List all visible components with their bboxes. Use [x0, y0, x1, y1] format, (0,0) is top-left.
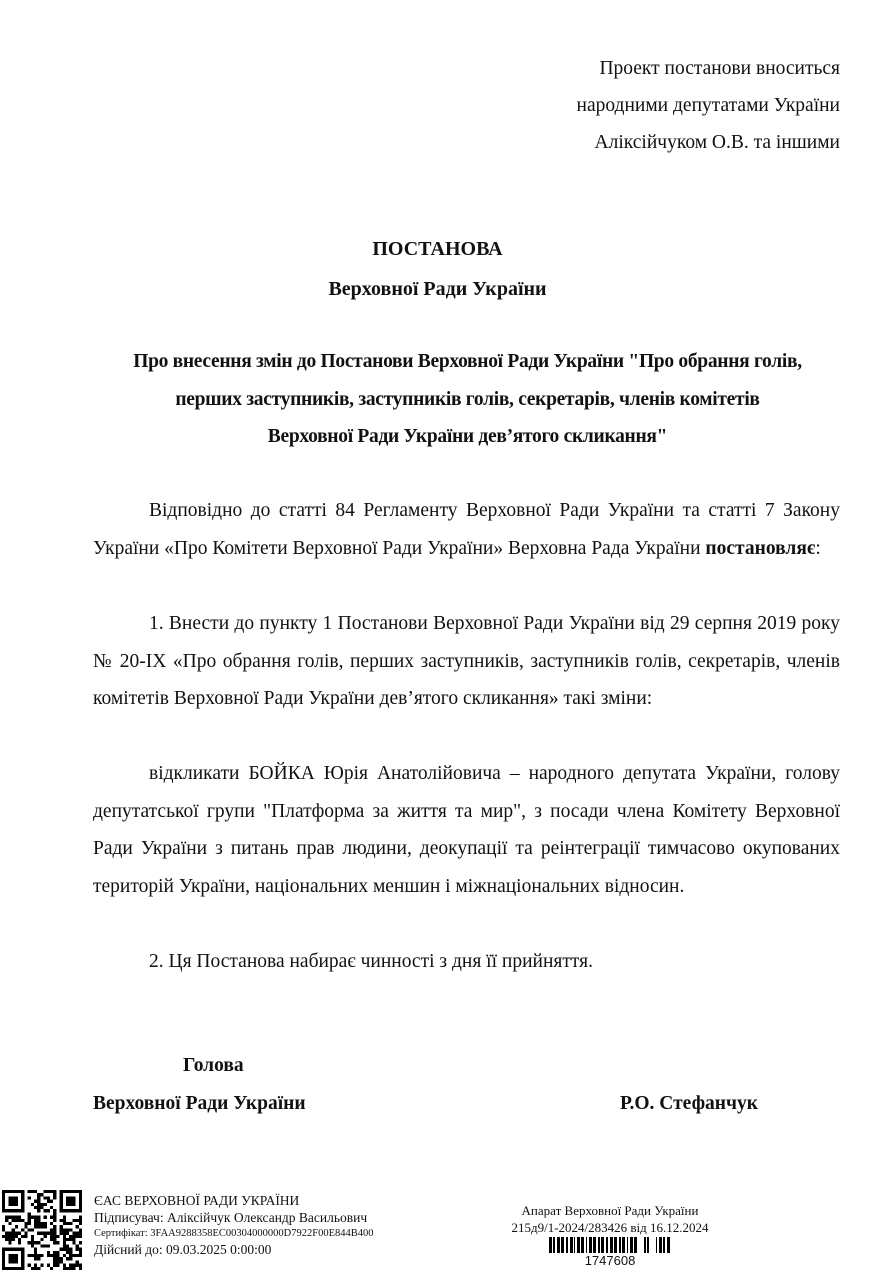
preamble-text: Відповідно до статті 84 Регламенту Верховної Ради України та статті 7 Закону України «Про Комітети Верховної Ради України» Верховна Рада України [93, 500, 840, 559]
submission-note-line-3: Аліксійчуком О.В. та іншими [594, 132, 840, 153]
barcode-bar [614, 1237, 617, 1253]
barcode-bar [553, 1237, 555, 1253]
resolves-colon: : [815, 537, 821, 559]
eas-valid-until: Дійсний до: 09.03.2025 0:00:00 [94, 1242, 272, 1257]
document-subtitle: Верховної Ради України [328, 278, 547, 300]
item-1-change-text: відкликати БОЙКА Юрія Анатолійовича – народного депутата України, голову депутатської групи "Платформа за життя та мир", з посади члена Комітету Верховної Ради України з питань прав людини, деокупації та реінтеграції тимчасово окупованих територій України, національних меншин і міжнаціональних відносин. [93, 763, 840, 897]
item-2-text: 2. Ця Постанова набирає чинності з дня її прийняття. [149, 951, 593, 972]
barcode-bar [574, 1237, 575, 1253]
registration-office: Апарат Верховної Ради України [521, 1203, 699, 1218]
barcode-bar [577, 1237, 580, 1253]
registration-number: 215д9/1-2024/283426 від 16.12.2024 [511, 1220, 709, 1235]
barcode-bar [586, 1237, 587, 1253]
subject-line-2: перших заступників, заступників голів, секретарів, членів комітетів [175, 388, 760, 410]
barcode-bar [619, 1237, 621, 1253]
submission-note-line-1: Проект постанови вноситься [599, 58, 840, 79]
barcode-bar [549, 1237, 552, 1253]
barcode-bar [601, 1237, 604, 1253]
digital-signature-block [94, 1192, 374, 1259]
barcode-bar [644, 1237, 646, 1253]
eas-system-name: ЄАС ВЕРХОВНОЇ РАДИ УКРАЇНИ [94, 1193, 300, 1208]
item-1-text: 1. Внести до пункту 1 Постанови Верховної Ради України від 29 серпня 2019 року № 20-IX «Про обрання голів, перших заступників, заступників голів, секретарів, членів комітетів Верховної Ради України дев’ятого скликання» такі зміни: [93, 613, 840, 709]
barcode-bar [627, 1237, 628, 1253]
eas-certificate: Сертифікат: 3FAA9288358EC00304000000D7922F00E844B400 [94, 1228, 374, 1239]
qr-code-icon [2, 1190, 82, 1270]
barcode-bar [610, 1237, 613, 1253]
barcode-bar [606, 1237, 608, 1253]
barcode-bar [647, 1237, 649, 1253]
barcode-bar [663, 1237, 665, 1253]
barcode-bar [566, 1237, 568, 1253]
document-subject [85, 343, 850, 456]
subject-line-1: Про внесення змін до Постанови Верховної Ради України "Про обрання голів, [133, 351, 802, 372]
barcode-bar [630, 1237, 633, 1253]
item-1-change-paragraph [93, 755, 840, 905]
submission-note [577, 50, 840, 161]
document-title: ПОСТАНОВА [372, 238, 503, 260]
signatory-name: Р.О. Стефанчук [620, 1093, 759, 1114]
item-1-paragraph [93, 605, 840, 718]
barcode-icon [480, 1237, 740, 1253]
barcode-number: 1747608 [584, 1253, 636, 1268]
barcode-bar [581, 1237, 584, 1253]
barcode-bar [667, 1237, 670, 1253]
barcode-bar [634, 1237, 637, 1253]
barcode-bar [570, 1237, 573, 1253]
barcode-bar [656, 1237, 657, 1253]
barcode-bar [622, 1237, 625, 1253]
resolves-word: постановляє [705, 537, 816, 559]
barcode-bar [659, 1237, 662, 1253]
eas-signer: Підписувач: Аліксійчук Олександр Васильович [94, 1210, 368, 1225]
barcode-bar [598, 1237, 600, 1253]
registration-stamp [480, 1202, 740, 1268]
signature-position-line-1: Голова [183, 1055, 244, 1076]
item-2-paragraph [93, 943, 840, 981]
barcode-bar [561, 1237, 564, 1253]
signature-position-line-2: Верховної Ради України [93, 1093, 306, 1114]
barcode-bar [589, 1237, 592, 1253]
preamble-paragraph [93, 492, 840, 567]
subject-line-3: Верховної Ради України дев’ятого скликання" [267, 426, 668, 447]
barcode-bar [593, 1237, 596, 1253]
barcode-bar [557, 1237, 560, 1253]
submission-note-line-2: народними депутатами України [576, 95, 840, 116]
